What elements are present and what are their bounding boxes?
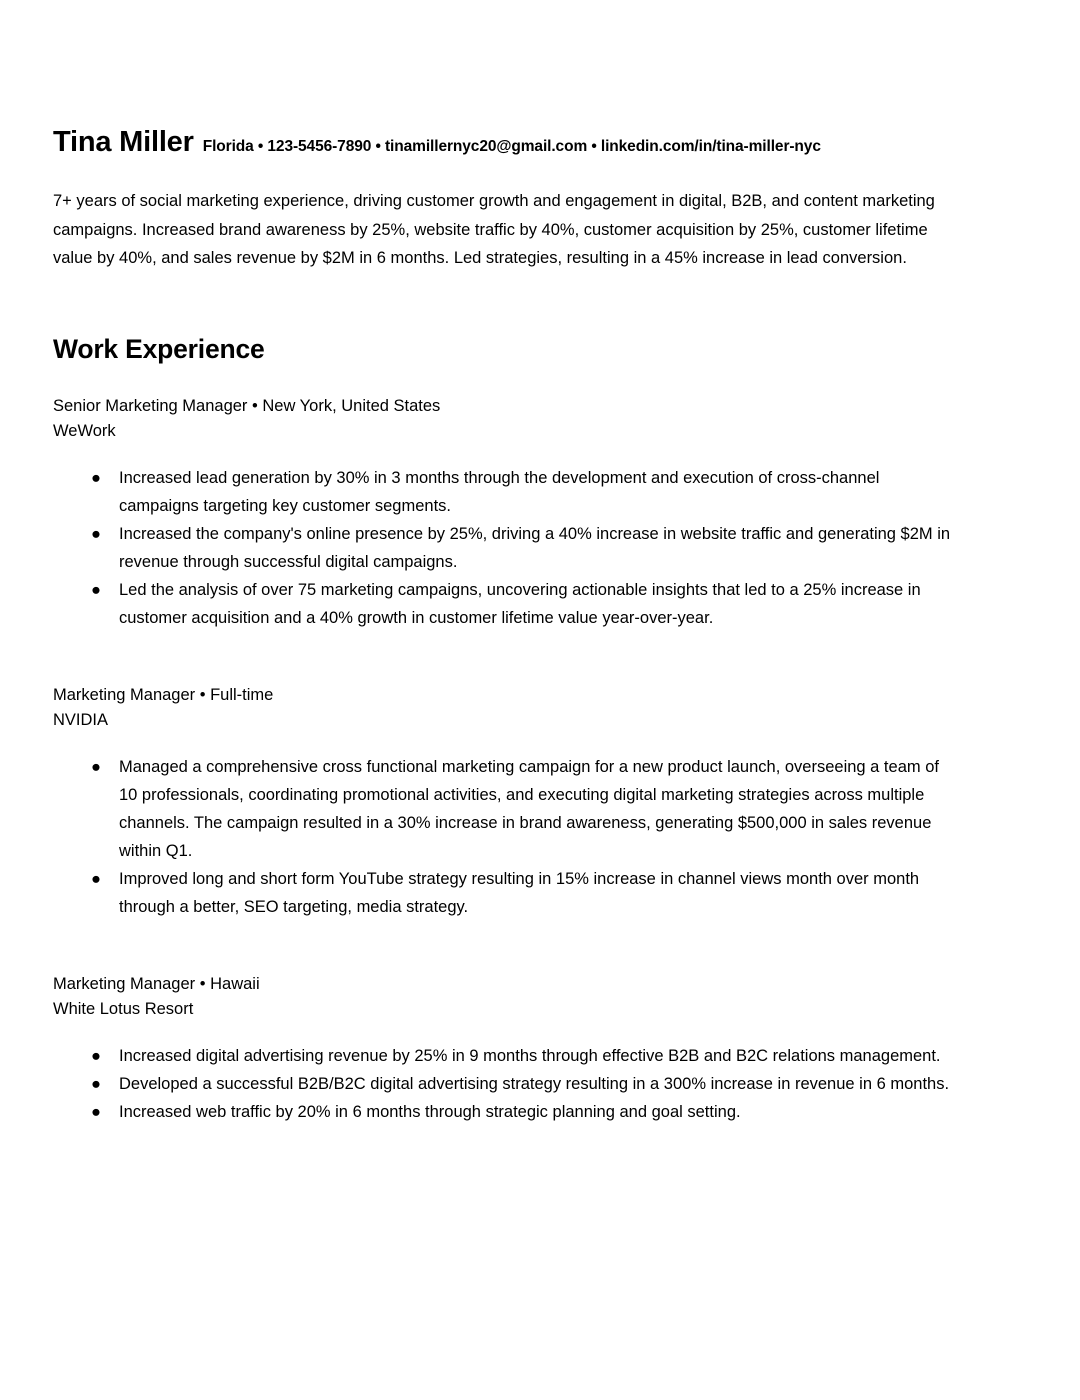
list-item (53, 865, 955, 921)
bullet-text: Increased the company's online presence by 25%, driving a 40% increase in website traffic and generating $2M in revenue through successful digital campaigns. (119, 524, 951, 571)
job-title-line: Senior Marketing Manager • New York, United States (53, 396, 441, 415)
bullet-text: Developed a successful B2B/B2C digital advertising strategy resulting in a 300% increase in revenue in 6 months. (119, 1074, 950, 1093)
bullet-dot-icon: ● (91, 869, 101, 888)
bullet-dot-icon: ● (91, 1046, 101, 1065)
bullet-dot-icon: ● (91, 468, 101, 487)
bullet-text: Increased digital advertising revenue by 25% in 9 months through effective B2B and B2C relations management. (119, 1046, 941, 1065)
bullet-dot-icon: ● (91, 524, 101, 543)
resume-header (53, 0, 958, 157)
job-company: White Lotus Resort (53, 999, 194, 1018)
job-title-line: Marketing Manager • Full-time (53, 685, 274, 704)
professional-summary: 7+ years of social marketing experience, driving customer growth and engagement in digital, B2B, and content marketing campaigns. Increased brand awareness by 25%, website traffic by 40%, customer acquisition by 25%, customer lifetime value by 40%, and sales revenue by $2M in 6 months. Led strategies, resulting in a 45% increase in lead conversion. (53, 192, 935, 267)
contact-line: Florida • 123-5456-7890 • tinamillernyc20@gmail.com • linkedin.com/in/tina-miller-nyc (202, 138, 821, 155)
bullet-text: Increased lead generation by 30% in 3 months through the development and execution of cross-channel campaigns targeting key customer segments. (119, 468, 880, 515)
job-bullet-list (53, 464, 958, 632)
resume-content (53, 0, 958, 1126)
bullet-text: Led the analysis of over 75 marketing campaigns, uncovering actionable insights that led to a 25% increase in customer acquisition and a 40% growth in customer lifetime value year-over-year. (119, 580, 921, 627)
candidate-name: Tina Miller (53, 126, 194, 158)
job-title-line: Marketing Manager • Hawaii (53, 974, 260, 993)
job-entry (53, 683, 958, 921)
job-entry (53, 394, 958, 632)
list-item (53, 464, 955, 520)
list-item (53, 576, 955, 632)
job-spacer (53, 921, 958, 943)
list-item (53, 1070, 955, 1098)
job-company: WeWork (53, 421, 116, 440)
bullet-dot-icon: ● (91, 1074, 101, 1093)
section-work-experience (53, 335, 958, 1126)
job-bullet-list (53, 1042, 958, 1126)
list-item (53, 753, 955, 865)
bullet-dot-icon: ● (91, 580, 101, 599)
job-spacer (53, 632, 958, 654)
job-entry (53, 972, 958, 1126)
bullet-text: Managed a comprehensive cross functional marketing campaign for a new product launch, overseeing a team of 10 professionals, coordinating promotional activities, and executing digital marketing strategies across multiple channels. The campaign resulted in a 30% increase in brand awareness, generating $500,000 in sales revenue within Q1. (119, 757, 939, 860)
bullet-text: Increased web traffic by 20% in 6 months through strategic planning and goal setting. (119, 1102, 741, 1121)
section-heading-work-experience: Work Experience (53, 333, 265, 364)
bullet-dot-icon: ● (91, 1102, 101, 1121)
list-item (53, 520, 955, 576)
bullet-dot-icon: ● (91, 757, 101, 776)
job-company: NVIDIA (53, 710, 109, 729)
list-item (53, 1042, 955, 1070)
bullet-text: Improved long and short form YouTube strategy resulting in 15% increase in channel views month over month through a better, SEO targeting, media strategy. (119, 869, 920, 916)
list-item (53, 1098, 955, 1126)
job-bullet-list (53, 753, 958, 921)
